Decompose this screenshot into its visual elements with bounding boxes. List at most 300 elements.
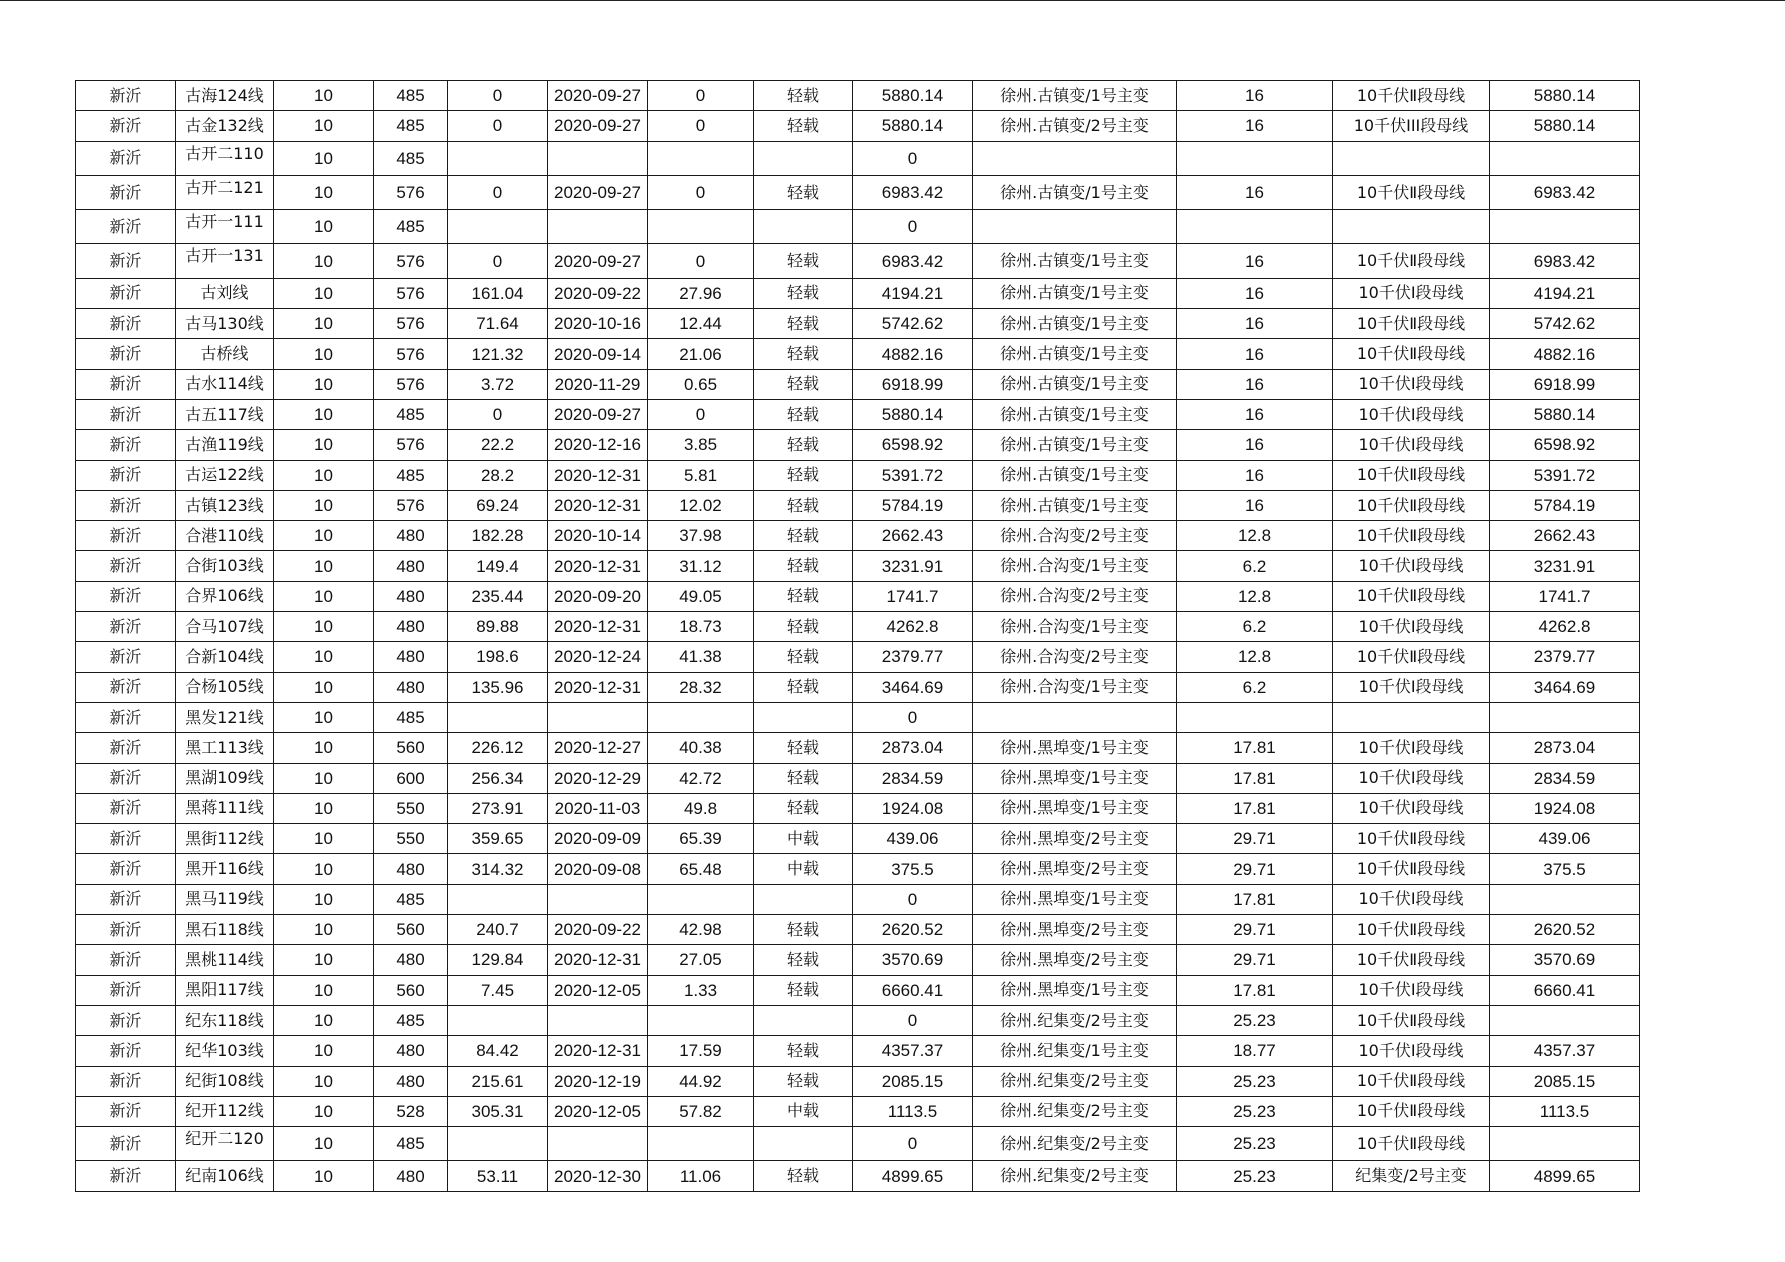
line-name-cell: 合新104线	[176, 642, 274, 672]
date-cell: 2020-09-27	[548, 244, 648, 278]
voltage-cell: 10	[274, 1066, 374, 1096]
available-capacity-cell: 6918.99	[853, 369, 973, 399]
date-cell: 2020-11-03	[548, 793, 648, 823]
transformer-cell	[973, 702, 1177, 732]
transformer-load-cell: 16	[1177, 339, 1333, 369]
remaining-capacity-cell	[1490, 1005, 1640, 1035]
remaining-capacity-cell: 6983.42	[1490, 175, 1640, 209]
load-rate-cell: 42.72	[648, 763, 754, 793]
load-status-cell: 轻载	[754, 111, 853, 141]
busbar-cell: 10千伏Ⅱ段母线	[1333, 854, 1490, 884]
date-cell: 2020-09-22	[548, 915, 648, 945]
table-row	[76, 1127, 1640, 1161]
max-current-cell: 198.6	[448, 642, 548, 672]
max-current-cell: 182.28	[448, 521, 548, 551]
available-capacity-cell: 5880.14	[853, 111, 973, 141]
table-row	[76, 763, 1640, 793]
transformer-cell	[973, 141, 1177, 175]
available-capacity-cell: 375.5	[853, 854, 973, 884]
table-row	[76, 175, 1640, 209]
busbar-cell: 10千伏Ⅱ段母线	[1333, 521, 1490, 551]
available-capacity-cell: 439.06	[853, 824, 973, 854]
table-row	[76, 915, 1640, 945]
transformer-load-cell: 29.71	[1177, 824, 1333, 854]
load-status-cell: 轻载	[754, 581, 853, 611]
county-cell: 新沂	[76, 612, 176, 642]
load-status-cell: 轻载	[754, 1161, 853, 1191]
load-status-cell: 轻载	[754, 430, 853, 460]
available-capacity-cell: 2085.15	[853, 1066, 973, 1096]
transformer-load-cell: 6.2	[1177, 551, 1333, 581]
busbar-cell: 10千伏Ⅱ段母线	[1333, 309, 1490, 339]
max-current-cell: 149.4	[448, 551, 548, 581]
load-status-cell: 轻载	[754, 551, 853, 581]
transformer-load-cell: 18.77	[1177, 1036, 1333, 1066]
load-status-cell	[754, 702, 853, 732]
table-row	[76, 1161, 1640, 1191]
remaining-capacity-cell: 2834.59	[1490, 763, 1640, 793]
county-cell: 新沂	[76, 551, 176, 581]
busbar-cell: 10千伏Ⅰ段母线	[1333, 1036, 1490, 1066]
available-capacity-cell: 6598.92	[853, 430, 973, 460]
busbar-cell: 10千伏Ⅰ段母线	[1333, 430, 1490, 460]
remaining-capacity-cell: 6598.92	[1490, 430, 1640, 460]
table-row	[76, 399, 1640, 429]
max-current-cell: 0	[448, 175, 548, 209]
table-row	[76, 733, 1640, 763]
line-name-cell: 黑阳117线	[176, 975, 274, 1005]
available-capacity-cell: 4357.37	[853, 1036, 973, 1066]
transformer-cell: 徐州.合沟变/1号主变	[973, 612, 1177, 642]
load-status-cell: 轻载	[754, 733, 853, 763]
remaining-capacity-cell: 6918.99	[1490, 369, 1640, 399]
transformer-load-cell: 16	[1177, 81, 1333, 111]
table-row	[76, 702, 1640, 732]
available-capacity-cell: 2379.77	[853, 642, 973, 672]
load-rate-cell	[648, 884, 754, 914]
table-row	[76, 793, 1640, 823]
voltage-cell: 10	[274, 793, 374, 823]
load-status-cell	[754, 141, 853, 175]
load-status-cell: 轻载	[754, 399, 853, 429]
date-cell: 2020-12-31	[548, 460, 648, 490]
remaining-capacity-cell: 5880.14	[1490, 81, 1640, 111]
line-name-cell: 黑蒋111线	[176, 793, 274, 823]
load-rate-cell: 0	[648, 81, 754, 111]
load-rate-cell: 0.65	[648, 369, 754, 399]
load-status-cell: 轻载	[754, 490, 853, 520]
county-cell: 新沂	[76, 884, 176, 914]
rated-current-cell: 480	[374, 1161, 448, 1191]
remaining-capacity-cell: 2620.52	[1490, 915, 1640, 945]
transformer-cell: 徐州.纪集变/2号主变	[973, 1005, 1177, 1035]
load-rate-cell: 0	[648, 244, 754, 278]
transformer-load-cell: 16	[1177, 490, 1333, 520]
remaining-capacity-cell: 6660.41	[1490, 975, 1640, 1005]
date-cell: 2020-09-27	[548, 399, 648, 429]
transformer-load-cell: 16	[1177, 430, 1333, 460]
voltage-cell: 10	[274, 824, 374, 854]
table-row	[76, 672, 1640, 702]
transformer-cell: 徐州.黑埠变/1号主变	[973, 763, 1177, 793]
transformer-load-cell: 12.8	[1177, 581, 1333, 611]
load-rate-cell: 27.96	[648, 278, 754, 308]
load-rate-cell: 37.98	[648, 521, 754, 551]
transformer-load-cell	[1177, 141, 1333, 175]
county-cell: 新沂	[76, 975, 176, 1005]
remaining-capacity-cell	[1490, 141, 1640, 175]
available-capacity-cell: 5784.19	[853, 490, 973, 520]
busbar-cell: 10千伏Ⅰ段母线	[1333, 975, 1490, 1005]
county-cell: 新沂	[76, 1096, 176, 1126]
transformer-cell: 徐州.黑埠变/2号主变	[973, 854, 1177, 884]
rated-current-cell: 485	[374, 460, 448, 490]
remaining-capacity-cell: 3570.69	[1490, 945, 1640, 975]
transformer-load-cell	[1177, 702, 1333, 732]
table-row	[76, 975, 1640, 1005]
transformer-cell: 徐州.古镇变/1号主变	[973, 430, 1177, 460]
max-current-cell	[448, 1127, 548, 1161]
voltage-cell: 10	[274, 210, 374, 244]
rated-current-cell: 480	[374, 642, 448, 672]
voltage-cell: 10	[274, 141, 374, 175]
rated-current-cell: 560	[374, 733, 448, 763]
county-cell: 新沂	[76, 244, 176, 278]
max-current-cell: 240.7	[448, 915, 548, 945]
transformer-load-cell: 25.23	[1177, 1005, 1333, 1035]
load-rate-cell	[648, 1127, 754, 1161]
date-cell: 2020-09-27	[548, 81, 648, 111]
rated-current-cell: 485	[374, 210, 448, 244]
busbar-cell: 10千伏Ⅱ段母线	[1333, 1005, 1490, 1035]
rated-current-cell: 485	[374, 884, 448, 914]
line-name-cell: 纪开二120	[176, 1127, 274, 1161]
load-rate-cell: 12.44	[648, 309, 754, 339]
transformer-load-cell: 25.23	[1177, 1096, 1333, 1126]
voltage-cell: 10	[274, 763, 374, 793]
available-capacity-cell: 0	[853, 210, 973, 244]
remaining-capacity-cell: 3464.69	[1490, 672, 1640, 702]
remaining-capacity-cell: 4882.16	[1490, 339, 1640, 369]
date-cell: 2020-09-20	[548, 581, 648, 611]
voltage-cell: 10	[274, 702, 374, 732]
rated-current-cell: 560	[374, 915, 448, 945]
remaining-capacity-cell	[1490, 884, 1640, 914]
available-capacity-cell: 5391.72	[853, 460, 973, 490]
max-current-cell	[448, 210, 548, 244]
line-name-cell: 黑开116线	[176, 854, 274, 884]
date-cell	[548, 210, 648, 244]
load-rate-cell: 0	[648, 111, 754, 141]
date-cell: 2020-12-24	[548, 642, 648, 672]
transformer-cell: 徐州.合沟变/1号主变	[973, 551, 1177, 581]
transformer-load-cell: 16	[1177, 278, 1333, 308]
rated-current-cell: 576	[374, 175, 448, 209]
load-status-cell	[754, 884, 853, 914]
line-name-cell: 黑街112线	[176, 824, 274, 854]
busbar-cell: 10千伏Ⅰ段母线	[1333, 399, 1490, 429]
busbar-cell: 10千伏Ⅰ段母线	[1333, 884, 1490, 914]
available-capacity-cell: 6983.42	[853, 244, 973, 278]
transformer-load-cell: 17.81	[1177, 763, 1333, 793]
max-current-cell	[448, 884, 548, 914]
max-current-cell: 69.24	[448, 490, 548, 520]
date-cell: 2020-12-31	[548, 612, 648, 642]
rated-current-cell: 528	[374, 1096, 448, 1126]
busbar-cell: 10千伏Ⅱ段母线	[1333, 915, 1490, 945]
max-current-cell: 89.88	[448, 612, 548, 642]
load-status-cell: 轻载	[754, 81, 853, 111]
county-cell: 新沂	[76, 141, 176, 175]
line-name-cell: 古海124线	[176, 81, 274, 111]
available-capacity-cell: 3464.69	[853, 672, 973, 702]
max-current-cell: 0	[448, 244, 548, 278]
rated-current-cell: 480	[374, 1066, 448, 1096]
transformer-cell: 徐州.黑埠变/2号主变	[973, 824, 1177, 854]
load-status-cell: 轻载	[754, 460, 853, 490]
county-cell: 新沂	[76, 672, 176, 702]
date-cell	[548, 1127, 648, 1161]
load-rate-cell: 65.48	[648, 854, 754, 884]
transformer-load-cell: 17.81	[1177, 884, 1333, 914]
transformer-cell: 徐州.古镇变/1号主变	[973, 309, 1177, 339]
transformer-load-cell: 16	[1177, 399, 1333, 429]
date-cell: 2020-10-14	[548, 521, 648, 551]
rated-current-cell: 485	[374, 399, 448, 429]
load-rate-cell: 17.59	[648, 1036, 754, 1066]
date-cell: 2020-12-31	[548, 1036, 648, 1066]
max-current-cell: 305.31	[448, 1096, 548, 1126]
line-name-cell: 黑湖109线	[176, 763, 274, 793]
transformer-load-cell: 29.71	[1177, 854, 1333, 884]
transformer-cell: 徐州.古镇变/1号主变	[973, 369, 1177, 399]
available-capacity-cell: 5742.62	[853, 309, 973, 339]
busbar-cell: 10千伏Ⅱ段母线	[1333, 1127, 1490, 1161]
busbar-cell	[1333, 141, 1490, 175]
voltage-cell: 10	[274, 642, 374, 672]
transformer-load-cell: 12.8	[1177, 642, 1333, 672]
transformer-cell: 徐州.黑埠变/1号主变	[973, 733, 1177, 763]
date-cell: 2020-11-29	[548, 369, 648, 399]
line-name-cell: 黑马119线	[176, 884, 274, 914]
transformer-cell: 徐州.古镇变/1号主变	[973, 460, 1177, 490]
transformer-cell: 徐州.纪集变/2号主变	[973, 1096, 1177, 1126]
max-current-cell: 135.96	[448, 672, 548, 702]
rated-current-cell: 576	[374, 309, 448, 339]
remaining-capacity-cell: 1741.7	[1490, 581, 1640, 611]
load-status-cell: 轻载	[754, 278, 853, 308]
rated-current-cell: 480	[374, 854, 448, 884]
load-rate-cell: 21.06	[648, 339, 754, 369]
rated-current-cell: 550	[374, 824, 448, 854]
load-status-cell: 轻载	[754, 975, 853, 1005]
county-cell: 新沂	[76, 521, 176, 551]
line-name-cell: 合街103线	[176, 551, 274, 581]
county-cell: 新沂	[76, 915, 176, 945]
rated-current-cell: 576	[374, 369, 448, 399]
line-name-cell: 合马107线	[176, 612, 274, 642]
transformer-load-cell	[1177, 210, 1333, 244]
rated-current-cell: 485	[374, 81, 448, 111]
date-cell: 2020-12-05	[548, 1096, 648, 1126]
table-row	[76, 81, 1640, 111]
load-rate-cell: 44.92	[648, 1066, 754, 1096]
available-capacity-cell: 4899.65	[853, 1161, 973, 1191]
busbar-cell	[1333, 210, 1490, 244]
date-cell: 2020-12-31	[548, 490, 648, 520]
available-capacity-cell: 2834.59	[853, 763, 973, 793]
busbar-cell: 10千伏Ⅱ段母线	[1333, 81, 1490, 111]
county-cell: 新沂	[76, 369, 176, 399]
table-row	[76, 884, 1640, 914]
max-current-cell: 53.11	[448, 1161, 548, 1191]
voltage-cell: 10	[274, 490, 374, 520]
transformer-cell: 徐州.古镇变/1号主变	[973, 81, 1177, 111]
remaining-capacity-cell: 2873.04	[1490, 733, 1640, 763]
line-name-cell: 纪东118线	[176, 1005, 274, 1035]
line-name-cell: 古开一111	[176, 210, 274, 244]
remaining-capacity-cell: 4194.21	[1490, 278, 1640, 308]
county-cell: 新沂	[76, 399, 176, 429]
rated-current-cell: 485	[374, 111, 448, 141]
voltage-cell: 10	[274, 521, 374, 551]
table-row	[76, 642, 1640, 672]
load-rate-cell: 42.98	[648, 915, 754, 945]
line-name-cell: 黑工113线	[176, 733, 274, 763]
load-rate-cell	[648, 210, 754, 244]
line-name-cell: 合界106线	[176, 581, 274, 611]
busbar-cell: 10千伏Ⅱ段母线	[1333, 460, 1490, 490]
max-current-cell: 22.2	[448, 430, 548, 460]
line-name-cell: 古桥线	[176, 339, 274, 369]
table-row	[76, 1066, 1640, 1096]
table-row	[76, 612, 1640, 642]
transformer-cell: 徐州.黑埠变/2号主变	[973, 915, 1177, 945]
busbar-cell: 10千伏Ⅰ段母线	[1333, 763, 1490, 793]
max-current-cell: 84.42	[448, 1036, 548, 1066]
busbar-cell: 10千伏Ⅰ段母线	[1333, 551, 1490, 581]
available-capacity-cell: 4882.16	[853, 339, 973, 369]
available-capacity-cell: 2873.04	[853, 733, 973, 763]
table-row	[76, 460, 1640, 490]
county-cell: 新沂	[76, 339, 176, 369]
date-cell	[548, 141, 648, 175]
county-cell: 新沂	[76, 1066, 176, 1096]
busbar-cell	[1333, 702, 1490, 732]
max-current-cell: 0	[448, 81, 548, 111]
voltage-cell: 10	[274, 612, 374, 642]
table-row	[76, 1036, 1640, 1066]
county-cell: 新沂	[76, 1005, 176, 1035]
rated-current-cell: 550	[374, 793, 448, 823]
table-row	[76, 339, 1640, 369]
max-current-cell: 256.34	[448, 763, 548, 793]
line-name-cell: 古马130线	[176, 309, 274, 339]
transformer-load-cell: 6.2	[1177, 672, 1333, 702]
voltage-cell: 10	[274, 1127, 374, 1161]
voltage-cell: 10	[274, 111, 374, 141]
max-current-cell: 0	[448, 111, 548, 141]
line-name-cell: 古镇123线	[176, 490, 274, 520]
max-current-cell: 359.65	[448, 824, 548, 854]
line-name-cell: 纪开112线	[176, 1096, 274, 1126]
transformer-load-cell: 17.81	[1177, 733, 1333, 763]
remaining-capacity-cell: 4357.37	[1490, 1036, 1640, 1066]
rated-current-cell: 560	[374, 975, 448, 1005]
load-status-cell: 轻载	[754, 793, 853, 823]
max-current-cell: 28.2	[448, 460, 548, 490]
voltage-cell: 10	[274, 1161, 374, 1191]
remaining-capacity-cell: 1924.08	[1490, 793, 1640, 823]
county-cell: 新沂	[76, 854, 176, 884]
transformer-cell: 徐州.黑埠变/1号主变	[973, 884, 1177, 914]
rated-current-cell: 485	[374, 141, 448, 175]
rated-current-cell: 480	[374, 551, 448, 581]
transformer-load-cell: 17.81	[1177, 793, 1333, 823]
rated-current-cell: 576	[374, 278, 448, 308]
max-current-cell: 226.12	[448, 733, 548, 763]
remaining-capacity-cell: 1113.5	[1490, 1096, 1640, 1126]
transformer-load-cell: 25.23	[1177, 1161, 1333, 1191]
county-cell: 新沂	[76, 793, 176, 823]
line-name-cell: 古金132线	[176, 111, 274, 141]
busbar-cell: 10千伏Ⅱ段母线	[1333, 824, 1490, 854]
line-name-cell: 古开二121	[176, 175, 274, 209]
transformer-cell: 徐州.合沟变/1号主变	[973, 672, 1177, 702]
remaining-capacity-cell: 3231.91	[1490, 551, 1640, 581]
max-current-cell: 71.64	[448, 309, 548, 339]
county-cell: 新沂	[76, 1161, 176, 1191]
busbar-cell: 10千伏Ⅰ段母线	[1333, 278, 1490, 308]
remaining-capacity-cell: 5742.62	[1490, 309, 1640, 339]
voltage-cell: 10	[274, 369, 374, 399]
max-current-cell: 7.45	[448, 975, 548, 1005]
transformer-cell: 徐州.古镇变/1号主变	[973, 490, 1177, 520]
voltage-cell: 10	[274, 672, 374, 702]
transformer-cell: 徐州.合沟变/2号主变	[973, 581, 1177, 611]
busbar-cell: 10千伏Ⅱ段母线	[1333, 339, 1490, 369]
load-status-cell: 轻载	[754, 642, 853, 672]
load-rate-cell: 31.12	[648, 551, 754, 581]
voltage-cell: 10	[274, 581, 374, 611]
load-rate-cell: 57.82	[648, 1096, 754, 1126]
busbar-cell: 10千伏III段母线	[1333, 111, 1490, 141]
table-row	[76, 490, 1640, 520]
load-rate-cell: 3.85	[648, 430, 754, 460]
line-name-cell: 古开二110	[176, 141, 274, 175]
date-cell: 2020-12-30	[548, 1161, 648, 1191]
remaining-capacity-cell: 2085.15	[1490, 1066, 1640, 1096]
county-cell: 新沂	[76, 81, 176, 111]
voltage-cell: 10	[274, 81, 374, 111]
remaining-capacity-cell: 5391.72	[1490, 460, 1640, 490]
load-rate-cell: 41.38	[648, 642, 754, 672]
transformer-cell: 徐州.古镇变/1号主变	[973, 175, 1177, 209]
date-cell	[548, 1005, 648, 1035]
rated-current-cell: 480	[374, 672, 448, 702]
available-capacity-cell: 0	[853, 884, 973, 914]
table-row	[76, 945, 1640, 975]
page-top-rule	[0, 0, 1785, 1]
voltage-cell: 10	[274, 339, 374, 369]
county-cell: 新沂	[76, 309, 176, 339]
voltage-cell: 10	[274, 309, 374, 339]
transformer-load-cell: 16	[1177, 369, 1333, 399]
transformer-cell: 徐州.纪集变/2号主变	[973, 1161, 1177, 1191]
county-cell: 新沂	[76, 824, 176, 854]
transformer-cell: 徐州.纪集变/1号主变	[973, 1036, 1177, 1066]
line-name-cell: 纪南106线	[176, 1161, 274, 1191]
